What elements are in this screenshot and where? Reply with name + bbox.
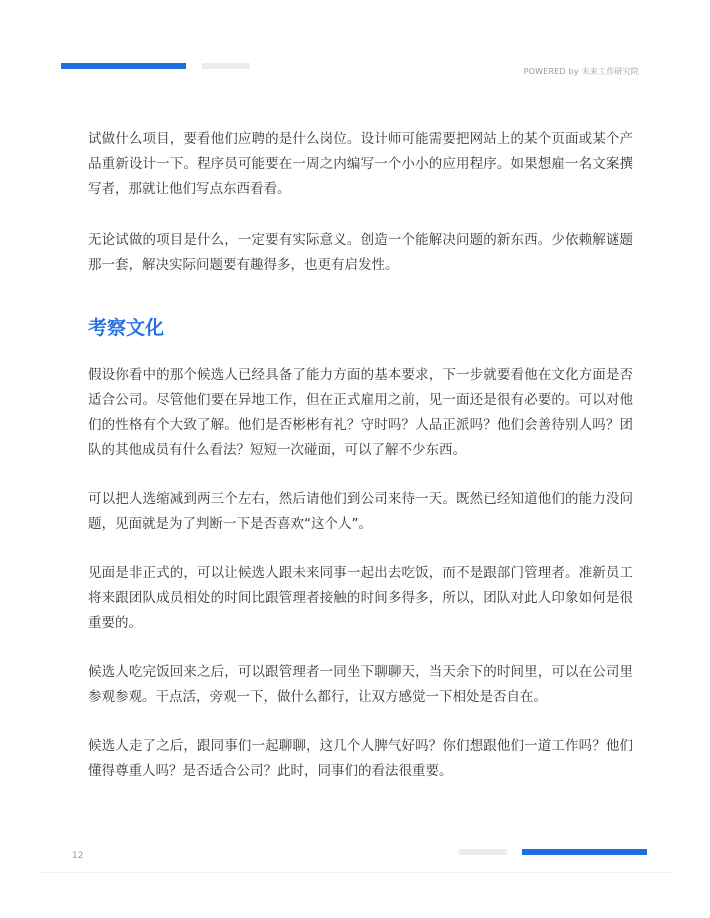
header-accent-bar [61,63,186,69]
section-heading: 考察文化 [88,317,165,339]
powered-by-label: POWERED by 未来工作研究院 [523,67,639,76]
footer-grey-bar [459,849,507,855]
header-grey-bar [202,63,250,69]
page-content [88,127,633,784]
body-paragraph: 假设你看中的那个候选人已经具备了能力方面的基本要求，下一步就要看他在文化方面是否适合公司。尽管他们要在异地工作，但在正式雇用之前，见一面还是很有必要的。可以对他们的性格有个大致了解。他们是否彬彬有礼？守时吗？人品正派吗？他们会善待别人吗？团队的其他成员有什么看法？短短一次碰面，可以了解不少东西。 [88,367,633,458]
body-paragraph: 候选人走了之后，跟同事们一起聊聊，这几个人脾气好吗？你们想跟他们一道工作吗？他们懂得尊重人吗？是否适合公司？此时，同事们的看法很重要。 [88,738,633,779]
body-paragraph: 可以把人选缩减到两三个左右，然后请他们到公司来待一天。既然已经知道他们的能力没问题，见面就是为了判断一下是否喜欢“这个人”。 [88,491,633,532]
page-number: 12 [72,851,84,861]
body-paragraph: 见面是非正式的，可以让候选人跟未来同事一起出去吃饭，而不是跟部门管理者。准新员工将来跟团队成员相处的时间比跟管理者接触的时间多得多，所以，团队对此人印象如何是很重要的。 [88,565,633,631]
footer-divider [38,872,672,873]
body-paragraph: 试做什么项目，要看他们应聘的是什么岗位。设计师可能需要把网站上的某个页面或某个产品重新设计一下。程序员可能要在一周之内编写一个小小的应用程序。如果想雇一名文案撰写者，那就让他们写点东西看看。 [88,131,633,197]
footer-accent-bar [522,849,647,855]
body-paragraph: 候选人吃完饭回来之后，可以跟管理者一同坐下聊聊天，当天余下的时间里，可以在公司里参观参观。干点活，旁观一下，做什么都行，让双方感觉一下相处是否自在。 [88,664,633,705]
body-paragraph: 无论试做的项目是什么，一定要有实际意义。创造一个能解决问题的新东西。少依赖解谜题那一套，解决实际问题要有趣得多，也更有启发性。 [88,232,633,273]
